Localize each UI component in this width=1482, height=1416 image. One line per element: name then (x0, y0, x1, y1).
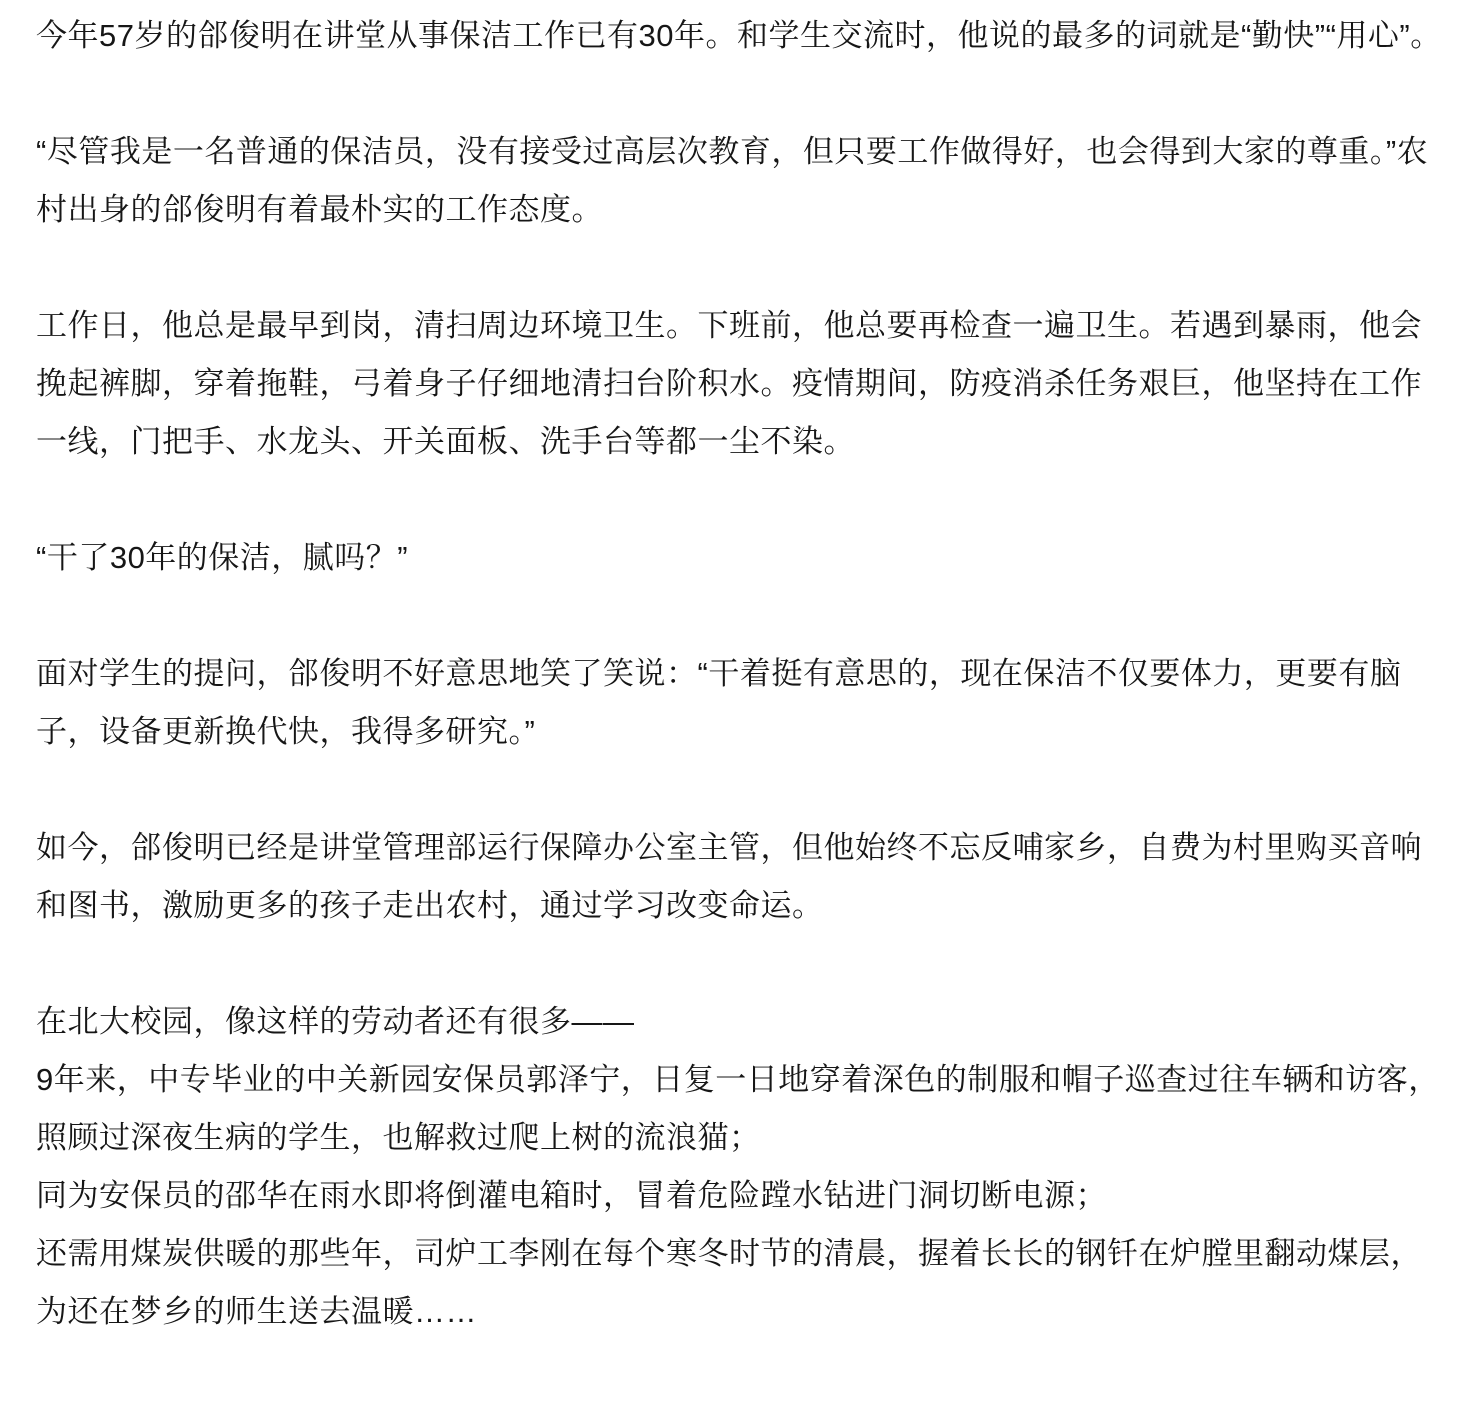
paragraph (36, 645, 1448, 761)
text-line: “干了30年的保洁，腻吗？” (36, 540, 409, 575)
text-line: 还需用煤炭供暖的那些年，司炉工李刚在每个寒冬时节的清晨，握着长长的钢钎在炉膛里翻动煤层，为还在梦乡的师生送去温暖…… (36, 1236, 1422, 1329)
text-line: 工作日，他总是最早到岗，清扫周边环境卫生。下班前，他总要再检查一遍卫生。若遇到暴雨，他会挽起裤脚，穿着拖鞋，弓着身子仔细地清扫台阶积水。疫情期间，防疫消杀任务艰巨，他坚持在工作一线，门把手、水龙头、开关面板、洗手台等都一尘不染。 (36, 308, 1422, 459)
paragraph (36, 123, 1448, 239)
text-line: 如今，郃俊明已经是讲堂管理部运行保障办公室主管，但他始终不忘反哺家乡，自费为村里购买音响和图书，激励更多的孩子走出农村，通过学习改变命运。 (36, 830, 1422, 923)
paragraph (36, 993, 1448, 1341)
paragraph (36, 529, 1448, 587)
paragraph (36, 7, 1448, 65)
text-line: 同为安保员的邵华在雨水即将倒灌电箱时，冒着危险蹚水钻进门洞切断电源； (36, 1178, 1107, 1213)
paragraph (36, 819, 1448, 935)
text-line: 在北大校园，像这样的劳动者还有很多—— (36, 1004, 635, 1039)
paragraph (36, 297, 1448, 471)
text-line: 9年来，中专毕业的中关新园安保员郭泽宁，日复一日地穿着深色的制服和帽子巡查过往车辆和访客，照顾过深夜生病的学生，也解救过爬上树的流浪猫； (36, 1062, 1440, 1155)
text-line: “尽管我是一名普通的保洁员，没有接受过高层次教育，但只要工作做得好，也会得到大家的尊重。”农村出身的郃俊明有着最朴实的工作态度。 (36, 134, 1429, 227)
text-line: 面对学生的提问，郃俊明不好意思地笑了笑说：“干着挺有意思的，现在保洁不仅要体力，更要有脑子，设备更新换代快，我得多研究。” (36, 656, 1402, 749)
text-line: 今年57岁的郃俊明在讲堂从事保洁工作已有30年。和学生交流时，他说的最多的词就是“勤快”“用心”。 (36, 18, 1442, 53)
